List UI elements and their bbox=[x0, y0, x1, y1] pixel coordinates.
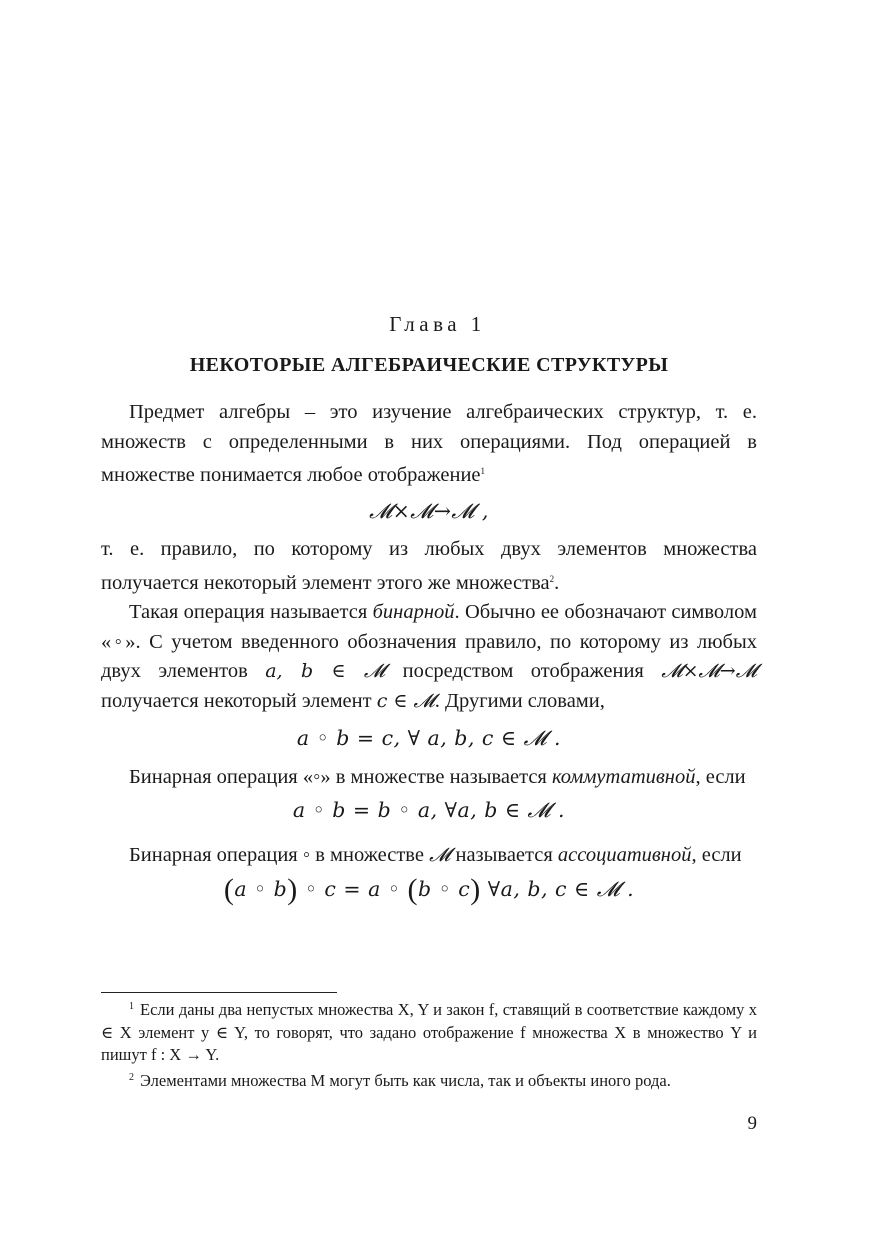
formula-commutative bbox=[101, 796, 757, 827]
chapter-title: НЕКОТОРЫЕ АЛГЕБРАИЧЕСКИЕ СТРУКТУРЫ bbox=[189, 354, 669, 376]
paragraph-3-end: . Другими словами, bbox=[434, 689, 605, 712]
formula-associative-mid: ◦ c = a ◦ bbox=[297, 877, 408, 901]
paragraph-1 bbox=[101, 398, 757, 491]
formula-associative bbox=[101, 872, 757, 906]
paren-left-close: ) bbox=[287, 873, 298, 906]
paragraph-4 bbox=[101, 763, 757, 793]
footnote-ref-1: 1 bbox=[480, 466, 486, 476]
formula-mapping bbox=[101, 497, 757, 528]
footnote-divider bbox=[101, 992, 337, 993]
paragraph-5 bbox=[101, 841, 757, 871]
paragraph-4-end: , если bbox=[695, 765, 746, 788]
footnote-1 bbox=[101, 996, 757, 1067]
footnote-ref-2: 2 bbox=[549, 573, 555, 584]
paragraph-5-end: , если bbox=[691, 843, 742, 866]
paragraph-3-mid: . Обычно ее обозначают символом «◦». С учетом введенного обозначения правило, по которому из любых двух элементов bbox=[101, 601, 757, 682]
paragraph-3-start: Такая операция называется bbox=[129, 601, 373, 623]
formula-mapping-text: 𝓜×𝓜→𝓜 , bbox=[369, 498, 489, 523]
term-binary: бинарной bbox=[372, 601, 455, 623]
inline-math-set: 𝓜 bbox=[429, 843, 451, 866]
footnote-1-mark: 1 bbox=[129, 1001, 134, 1012]
paren-right-close: ) bbox=[470, 873, 481, 906]
paragraph-2-text: т. е. правило, по которому из любых двух элементов множества получается некоторый элемент этого же множества bbox=[101, 538, 757, 594]
paragraph-3-mid2: посредством отображения bbox=[385, 660, 662, 682]
footnote-2-mark: 2 bbox=[129, 1071, 134, 1083]
formula-associative-left: a ◦ b bbox=[234, 877, 288, 901]
inline-math-c: c ∈ 𝓜 bbox=[376, 689, 435, 712]
paragraph-5-mid: называется bbox=[450, 843, 558, 866]
chapter-label: Глава 1 bbox=[389, 312, 486, 336]
term-associative: ассоциативной bbox=[557, 843, 692, 866]
paren-left-open: ( bbox=[223, 873, 235, 906]
paragraph-2 bbox=[101, 535, 757, 598]
footnote-1-text: Если даны два непустых множества X, Y и закон f, ставящий в соответствие каждому x ∈ X элемент y ∈ Y, то говорят, что задано отображение f множества X в множество Y и пишут f : X → Y. bbox=[101, 1000, 757, 1064]
paragraph-3 bbox=[101, 598, 757, 716]
inline-math-mapping: 𝓜×𝓜→𝓜 bbox=[661, 660, 757, 682]
formula-binary-op bbox=[101, 724, 757, 755]
footnotes bbox=[101, 996, 757, 1092]
main-text bbox=[101, 398, 757, 906]
term-commutative: коммутативной bbox=[551, 765, 696, 788]
paren-right-open: ( bbox=[407, 873, 418, 906]
paragraph-1-text: Предмет алгебры – это изучение алгебраических структур, т. е. множеств с определенными в них операциями. Под операцией в множестве понимается любое отображение bbox=[101, 401, 757, 486]
formula-associative-right: b ◦ c bbox=[417, 877, 471, 901]
inline-math-ab: a, b ∈ 𝓜 bbox=[265, 660, 386, 682]
paragraph-3-mid3: получается некоторый элемент bbox=[101, 689, 377, 712]
paragraph-2-end: . bbox=[554, 571, 560, 594]
formula-associative-end: ∀a, b, c ∈ 𝓜 . bbox=[480, 877, 635, 901]
footnote-2-text: Элементами множества M могут быть как числа, так и объекты иного рода. bbox=[140, 1070, 671, 1090]
paragraph-4-start: Бинарная операция «◦» в множестве называется bbox=[129, 765, 552, 788]
paragraph-5-start: Бинарная операция ◦ в множестве bbox=[129, 843, 430, 866]
footnote-2 bbox=[101, 1067, 757, 1093]
page-number: 9 bbox=[747, 1113, 757, 1134]
formula-binary-op-text: a ◦ b = c, ∀ a, b, c ∈ 𝓜 . bbox=[296, 726, 562, 750]
formula-commutative-text: a ◦ b = b ◦ a, ∀a, b ∈ 𝓜 . bbox=[292, 798, 566, 822]
